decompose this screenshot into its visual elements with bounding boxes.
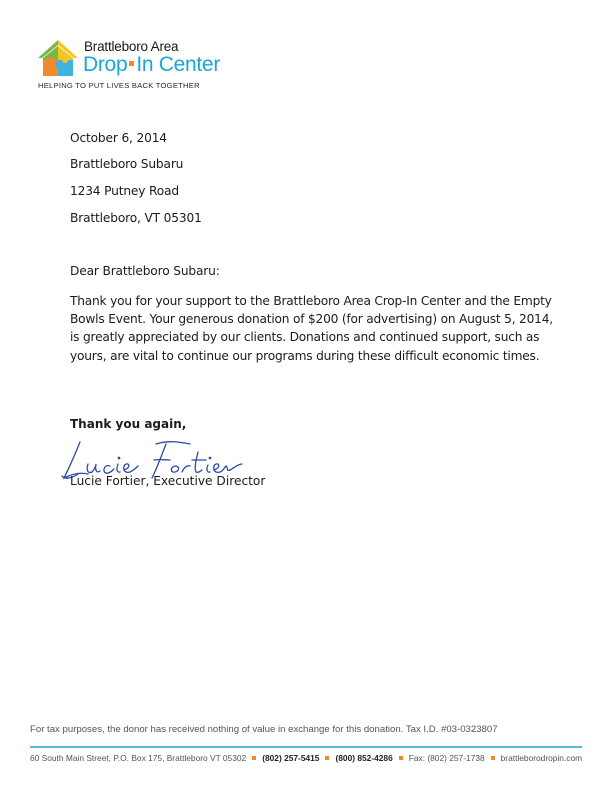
footer-phone-1: (802) 257-5415: [262, 753, 320, 763]
footer-divider: [30, 746, 582, 748]
footer-address: 60 South Main Street, P.O. Box 175, Brattleboro VT 05302: [30, 753, 247, 763]
tagline: HELPING TO PUT LIVES BACK TOGETHER: [38, 81, 200, 90]
recipient-name: Brattleboro Subaru: [70, 157, 184, 171]
body-line: Thank you for your support to the Brattleboro Area Crop-In Center and the Empty: [70, 294, 552, 308]
bullet-square-icon: [252, 756, 256, 760]
org-name-line1: Brattleboro Area: [84, 39, 179, 54]
recipient-street: 1234 Putney Road: [70, 184, 180, 198]
footer-website[interactable]: brattleborodropin.com: [500, 753, 583, 763]
letterhead-logo: [36, 38, 236, 94]
tax-note: For tax purposes, the donor has received nothing of value in exchange for this donation. Tax I.D. #03-0323807: [30, 724, 498, 735]
org-name-drop: Drop: [83, 53, 128, 76]
footer-contact: [30, 753, 582, 763]
bullet-square-icon: [491, 756, 495, 760]
recipient-city: Brattleboro, VT 05301: [70, 211, 202, 225]
footer-fax: Fax: (802) 257-1738: [408, 753, 485, 763]
org-name-line2: [83, 53, 220, 77]
body-line: Bowls Event. Your generous donation of $200 (for advertising) on August 5, 2014,: [70, 312, 553, 327]
letter-date: October 6, 2014: [70, 131, 167, 145]
footer-phone-2: (800) 852-4286: [335, 753, 393, 763]
letter-body: [70, 292, 590, 365]
salutation: Dear Brattleboro Subaru:: [70, 264, 220, 278]
bullet-square-icon: [325, 756, 329, 760]
bullet-square-icon: [399, 756, 403, 760]
closing: Thank you again,: [70, 417, 187, 431]
logo-dot: [129, 61, 134, 66]
org-name-center: In Center: [136, 53, 221, 76]
body-line: is greatly appreciated by our clients. Donations and continued support, such as: [70, 330, 540, 345]
puzzle-house-icon: [36, 38, 80, 78]
body-line: yours, are vital to continue our programs during these difficult economic times.: [70, 348, 540, 363]
signer-name-title: Lucie Fortier, Executive Director: [70, 474, 266, 488]
